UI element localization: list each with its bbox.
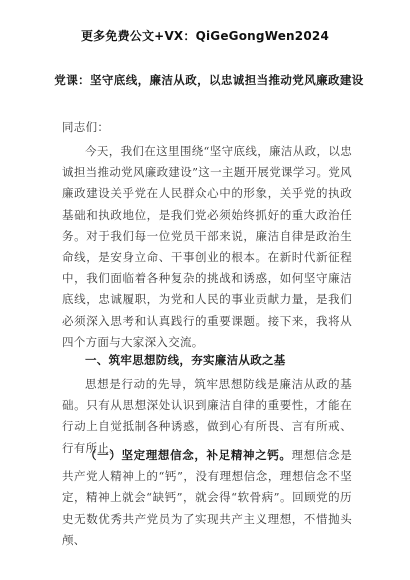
- salutation: 同志们：: [62, 120, 110, 134]
- subsection-heading-1: （一）坚定理想信念，补足精神之钙。: [85, 448, 292, 462]
- subsection-1-text: 理想信念是共产党人精神上的“钙”，没有理想信念，理想信念不坚定，精神上就会“缺钙”，就会得“软骨病”。回顾党的历史无数优秀共产党员为了实现共产主义理想，不惜抛头颅、: [62, 448, 353, 547]
- section-heading-1: 一、筑牢思想防线，夯实廉洁从政之基: [85, 353, 286, 367]
- subsection-1-paragraph: [62, 445, 352, 551]
- document-title: 党课：坚守底线，廉洁从政，以忠诚担当推动党风廉政建设: [54, 73, 364, 87]
- header-banner: 更多免费公文+VX：QiGeGongWen2024: [80, 29, 329, 43]
- section-1-paragraph: 思想是行动的先导，筑牢思想防线是廉洁从政的基础。只有从思想深处认识到廉洁自律的重要性，才能在行动上自觉抵制各种诱惑，做到心有所畏、言有所戒、行有所止。: [62, 377, 352, 455]
- intro-paragraph: 今天，我们在这里围绕“坚守底线，廉洁从政，以忠诚担当推动党风廉政建设”这一主题开展党课学习。党风廉政建设关乎党在人民群众心中的形象，关乎党的执政基础和执政地位，是我们党必须始终抓好的重大政治任务。对于我们每一位党员干部来说，廉洁自律是政治生命线，是安身立命、干事创业的根本。在新时代新征程中，我们面临着各种复杂的挑战和诱惑，如何坚守廉洁底线，忠诚履职，为党和人民的事业贡献力量，是我们必须深入思考和认真践行的重要课题。接下来，我将从四个方面与大家深入交流。: [62, 144, 352, 349]
